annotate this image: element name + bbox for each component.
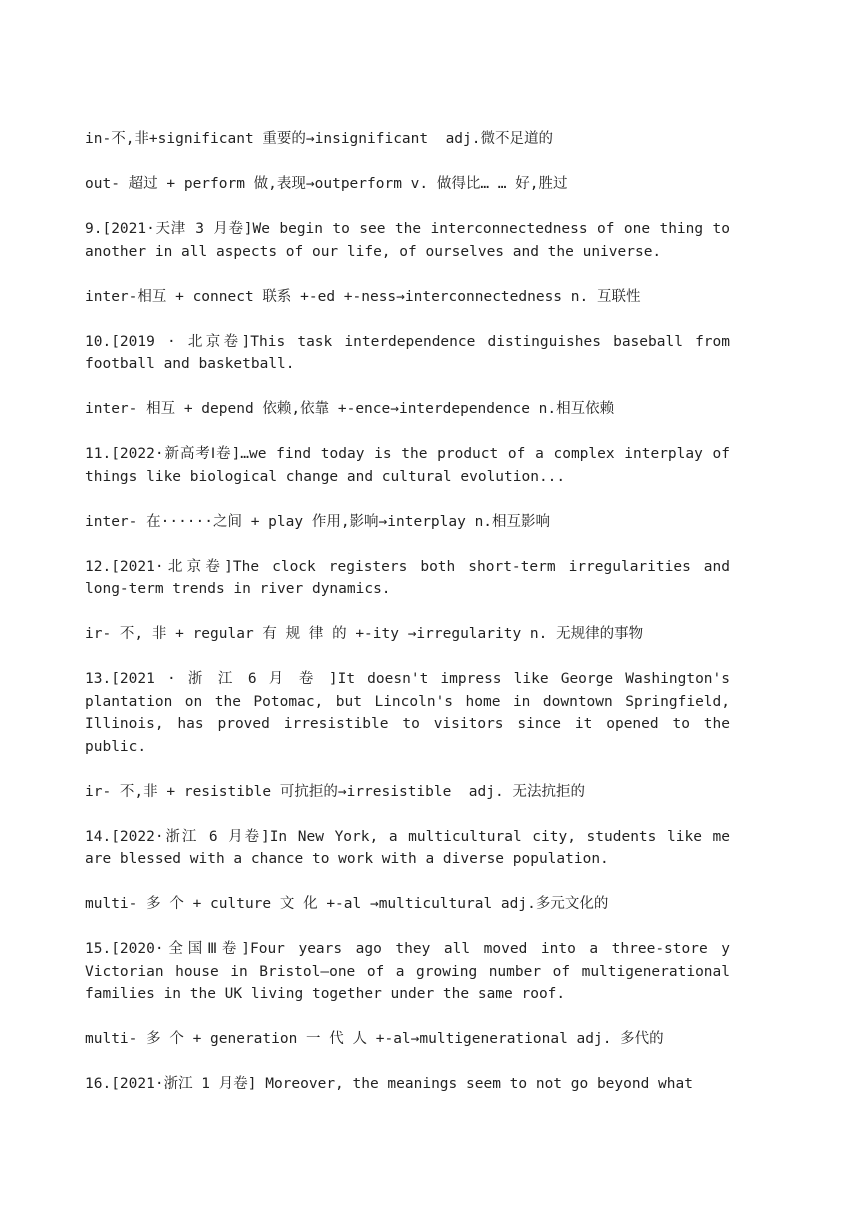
prefix-note-irresistible: ir- 不,非 + resistible 可抗拒的→irresistible adj. 无法抗拒的 bbox=[85, 783, 585, 800]
prefix-note-interplay: inter- 在······之间 + play 作用,影响→interplay n.相互影响 bbox=[85, 513, 551, 530]
prefix-note-multicultural: multi- 多 个 + culture 文 化 +-al →multicultural adj.多元文化的 bbox=[85, 896, 609, 912]
example-sentence-15: 15.[2020·全国Ⅲ卷]Four years ago they all moved into a three-store y Victorian house in Bristol—one of a growing number of multigenerational families in the UK living together under the same roof. bbox=[85, 941, 739, 1002]
document-page bbox=[85, 128, 739, 1118]
prefix-note-insignificant: in-不,非+significant 重要的→insignificant adj.微不足道的 bbox=[85, 131, 553, 147]
prefix-note-interconnectedness: inter-相互 + connect 联系 +-ed +-ness→interconnectedness n. 互联性 bbox=[85, 288, 641, 305]
prefix-note-irregularity: ir- 不, 非 + regular 有 规 律 的 +-ity →irregularity n. 无规律的事物 bbox=[85, 626, 644, 642]
example-sentence-12: 12.[2021·北京卷]The clock registers both short-term irregularities and long-term trends in river dynamics. bbox=[85, 558, 739, 597]
example-sentence-9: 9.[2021·天津 3 月卷]We begin to see the interconnectedness of one thing to another in all aspects of our life, of ourselves and the universe. bbox=[85, 221, 739, 260]
example-sentence-10: 10.[2019 · 北京卷]This task interdependence distinguishes baseball from football and basketball. bbox=[85, 333, 739, 372]
prefix-note-outperform: out- 超过 + perform 做,表现→outperform v. 做得比… … 好,胜过 bbox=[85, 176, 568, 192]
prefix-note-multigenerational: multi- 多 个 + generation 一 代 人 +-al→multigenerational adj. 多代的 bbox=[85, 1031, 664, 1047]
example-sentence-11: 11.[2022·新高考Ⅰ卷]…we find today is the product of a complex interplay of things like biological change and cultural evolution... bbox=[85, 446, 739, 485]
prefix-note-interdependence: inter- 相互 + depend 依赖,依靠 +-ence→interdependence n.相互依赖 bbox=[85, 401, 615, 417]
example-sentence-13: 13.[2021 · 浙 江 6 月 卷 ]It doesn't impress like George Washington's plantation on the Potomac, but Lincoln's home in downtown Springfield, Illinois, has proved irresistible to visitors since it opened to the public. bbox=[85, 671, 739, 755]
example-sentence-14: 14.[2022·浙江 6 月卷]In New York, a multicultural city, students like me are blessed with a chance to work with a diverse population. bbox=[85, 828, 739, 867]
example-sentence-16: 16.[2021·浙江 1 月卷] Moreover, the meanings seem to not go beyond what bbox=[85, 1076, 693, 1092]
